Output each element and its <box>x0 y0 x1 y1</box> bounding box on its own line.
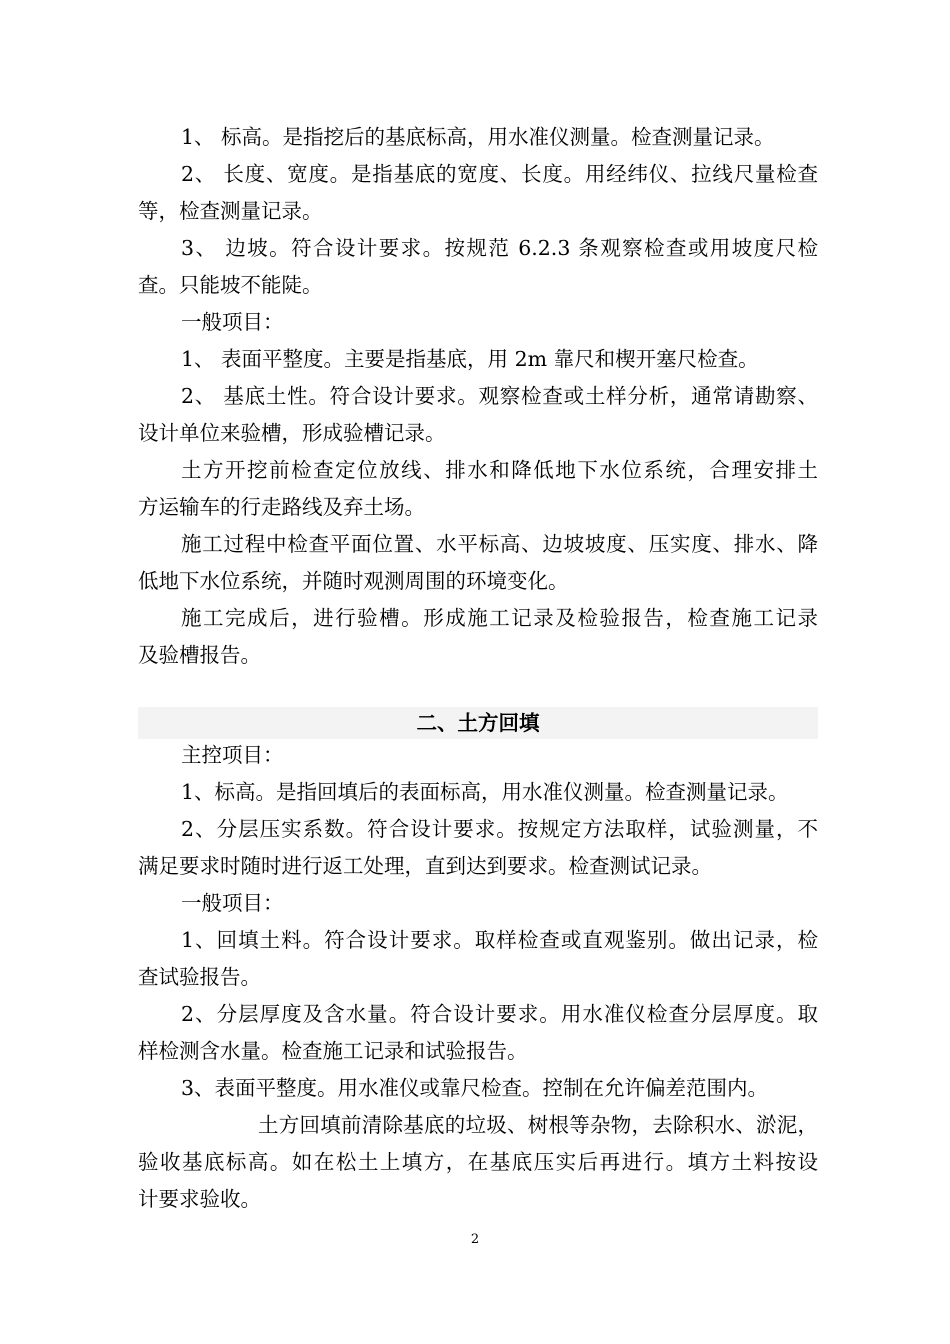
section-title: 二、土方回填 <box>416 711 540 735</box>
text-line: 2、 长度、宽度。是指基底的宽度、长度。用经纬仪、拉线尺量检查 <box>181 162 818 186</box>
text-line: 验收基底标高。如在松土上填方，在基底压实后再进行。填方土料按设 <box>138 1150 818 1174</box>
text-line: 土方回填前清除基底的垃圾、树根等杂物，去除积水、淤泥， <box>258 1113 818 1137</box>
text-line: 查。只能坡不能陡。 <box>138 273 323 297</box>
subheading-general-items: 一般项目： <box>181 891 284 915</box>
text-line: 2、分层压实系数。符合设计要求。按规定方法取样，试验测量，不 <box>181 817 818 841</box>
text-line: 3、 边坡。符合设计要求。按规范 6.2.3 条观察检查或用坡度尺检 <box>181 236 818 260</box>
text-line: 1、 标高。是指挖后的基底标高，用水准仪测量。检查测量记录。 <box>181 125 775 149</box>
text-line: 设计单位来验槽，形成验槽记录。 <box>138 421 446 445</box>
text-line: 土方开挖前检查定位放线、排水和降低地下水位系统，合理安排土 <box>181 458 818 482</box>
text-line: 2、分层厚度及含水量。符合设计要求。用水准仪检查分层厚度。取 <box>181 1002 818 1026</box>
text-line: 计要求验收。 <box>138 1187 261 1211</box>
text-line: 查试验报告。 <box>138 965 261 989</box>
text-line: 低地下水位系统，并随时观测周围的环境变化。 <box>138 569 569 593</box>
text-line: 1、回填土料。符合设计要求。取样检查或直观鉴别。做出记录，检 <box>181 928 818 952</box>
subheading-general-items: 一般项目： <box>181 310 284 334</box>
text-line: 满足要求时随时进行返工处理，直到达到要求。检查测试记录。 <box>138 854 712 878</box>
text-line: 施工完成后，进行验槽。形成施工记录及检验报告，检查施工记录 <box>181 606 818 630</box>
text-line: 等，检查测量记录。 <box>138 199 323 223</box>
text-line: 3、表面平整度。用水准仪或靠尺检查。控制在允许偏差范围内。 <box>181 1076 769 1100</box>
text-line: 样检测含水量。检查施工记录和试验报告。 <box>138 1039 528 1063</box>
subheading-main-items: 主控项目： <box>181 743 284 767</box>
text-line: 1、标高。是指回填后的表面标高，用水准仪测量。检查测量记录。 <box>181 780 789 804</box>
text-line: 施工过程中检查平面位置、水平标高、边坡坡度、压实度、排水、降 <box>181 532 818 556</box>
text-line: 1、 表面平整度。主要是指基底，用 2m 靠尺和楔开塞尺检查。 <box>181 347 759 371</box>
text-line: 2、 基底土性。符合设计要求。观察检查或土样分析，通常请勘察、 <box>181 384 818 408</box>
page-number: 2 <box>470 1232 480 1247</box>
text-line: 及验槽报告。 <box>138 643 261 667</box>
text-line: 方运输车的行走路线及弃土场。 <box>138 495 425 519</box>
